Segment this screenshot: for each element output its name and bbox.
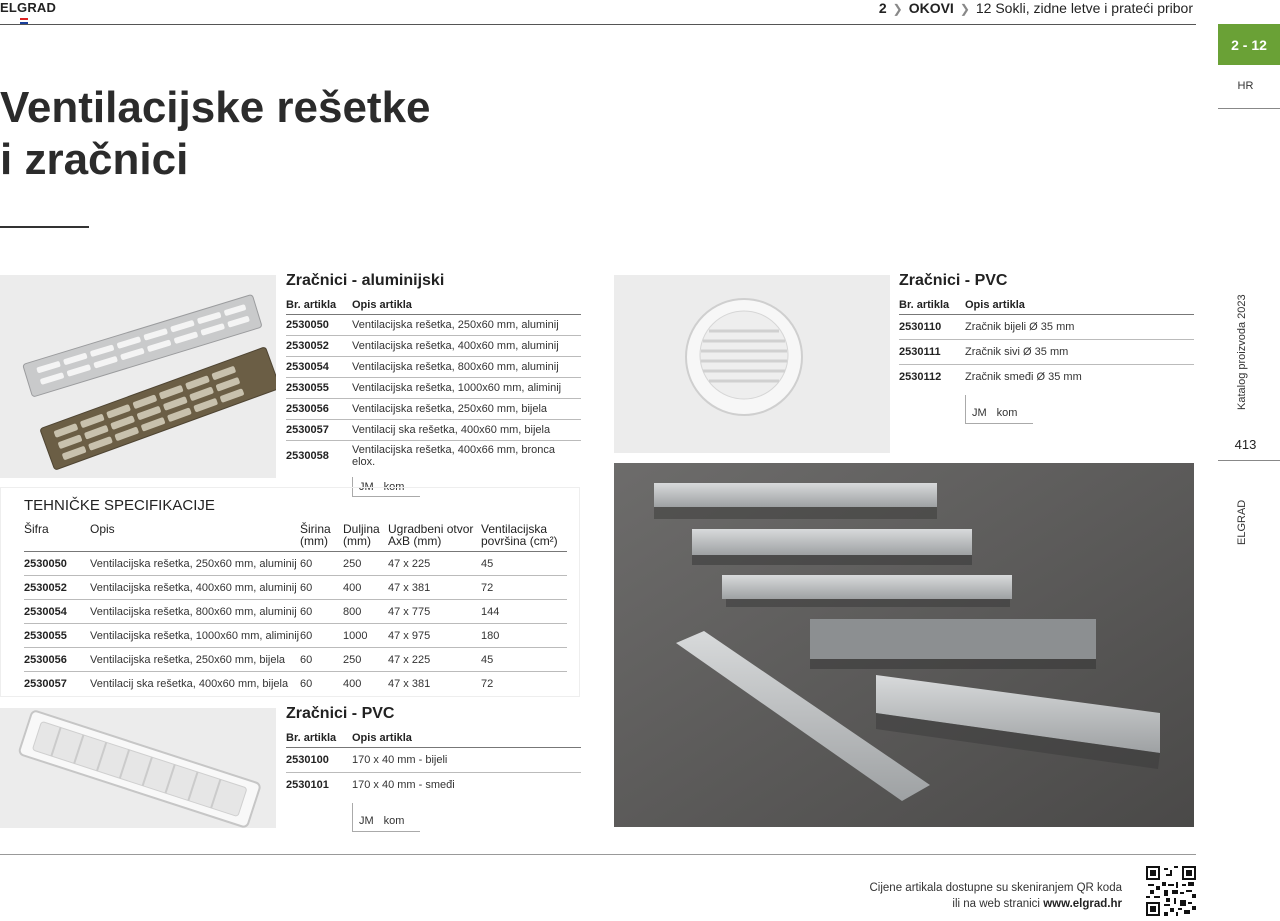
page-title-line2: i zračnici: [0, 135, 189, 184]
section-heading: Zračnici - PVC: [899, 272, 1008, 289]
spec-length: 400: [343, 677, 362, 690]
table-header-row: [24, 521, 567, 552]
table-row: [24, 648, 567, 672]
spec-code: 2530056: [24, 648, 90, 672]
article-code: 2530057: [286, 420, 352, 441]
chevron-right-icon: ❯: [959, 2, 970, 16]
breadcrumb-sub: Sokli, zidne letve i prateći pribor: [995, 0, 1193, 16]
unit-value: kom: [383, 815, 405, 827]
tech-spec-table: [24, 521, 567, 695]
spec-width: 60: [300, 648, 343, 672]
table-row: [899, 315, 1194, 340]
spec-width: 60: [300, 624, 343, 648]
aluminium-grilles-image: [0, 275, 276, 478]
tech-spec-table-wrapper: [24, 521, 569, 695]
table-row: [286, 315, 581, 336]
table-header-row: [286, 296, 581, 315]
spec-area: 45: [481, 648, 567, 672]
spec-length: 800: [343, 600, 388, 624]
pvc-grille-vents-section: [286, 705, 581, 832]
spec-code: 2530055: [24, 624, 90, 648]
article-code: 2530058: [286, 450, 329, 462]
unit-box-wrapper: [899, 389, 1194, 424]
footer-divider: [0, 854, 1196, 855]
spec-code: 2530054: [24, 600, 90, 624]
spec-description: Ventilacijska rešetka, 250x60 mm, aluminij: [90, 552, 300, 576]
tech-spec-title: TEHNIČKE SPECIFIKACIJE: [24, 497, 215, 514]
article-description: Ventilacijska rešetka, 400x66 mm, bronca elox.: [352, 444, 555, 468]
column-header-description: Opis: [90, 521, 300, 552]
article-description: Ventilacijska rešetka, 1000x60 mm, aliminij: [352, 378, 581, 399]
chapter-tab: 2 - 12: [1218, 24, 1280, 65]
spec-description: Ventilacijska rešetka, 250x60 mm, bijela: [90, 648, 300, 672]
article-code: 2530055: [286, 378, 352, 399]
breadcrumb: [879, 0, 1193, 16]
aluminium-vents-section: [286, 272, 581, 497]
pvc-round-vents-table: [899, 296, 1194, 389]
spec-length: 250: [343, 552, 388, 576]
spec-description: Ventilacij ska rešetka, 400x60 mm, bijela: [90, 677, 289, 690]
catalog-label: Katalog proizvoda 2023: [1236, 294, 1248, 410]
brand-logo: ELGRAD: [0, 0, 57, 15]
title-underline: [0, 226, 89, 228]
spec-area: 144: [481, 600, 567, 624]
table-row: [286, 441, 581, 472]
table-row: [24, 600, 567, 624]
spec-opening: 47 x 225: [388, 552, 481, 576]
spec-description: Ventilacijska rešetka, 400x60 mm, aluminij: [90, 576, 300, 600]
unit-label: JM: [359, 481, 374, 493]
article-description: Ventilacijska rešetka, 400x60 mm, aluminij: [352, 336, 581, 357]
article-description: 170 x 40 mm - smeđi: [352, 779, 455, 791]
unit-box-wrapper: [286, 797, 581, 832]
spec-width: 60: [300, 576, 343, 600]
spec-length: 400: [343, 576, 388, 600]
spec-opening: 47 x 225: [388, 648, 481, 672]
column-header-area: Ventilacijska površina (cm²): [481, 521, 567, 552]
column-header-code: Br. artikla: [899, 296, 965, 315]
side-divider: [1218, 108, 1280, 109]
chevron-right-icon: ❯: [892, 2, 903, 16]
breadcrumb-sub-number: 12: [975, 0, 992, 16]
table-row: [24, 624, 567, 648]
side-brand: ELGRAD: [1236, 499, 1248, 545]
pvc-grille-vents-table: [286, 729, 581, 797]
table-row: [24, 552, 567, 576]
article-code: 2530101: [286, 779, 329, 791]
table-row: [286, 420, 581, 441]
pvc-grille-image: [0, 708, 276, 828]
website-link[interactable]: www.elgrad.hr: [1043, 898, 1122, 910]
table-header-row: [286, 729, 581, 748]
spec-code: 2530050: [24, 552, 90, 576]
article-code: 2530054: [286, 357, 352, 378]
article-description: 170 x 40 mm - bijeli: [352, 748, 581, 773]
column-header-description: Opis artikla: [352, 729, 581, 748]
article-code: 2530056: [286, 399, 352, 420]
side-divider: [1218, 460, 1280, 461]
article-code: 2530110: [899, 315, 965, 340]
article-description: Zračnik sivi Ø 35 mm: [965, 340, 1194, 365]
table-row: [286, 748, 581, 773]
aluminium-profiles-photo: [614, 463, 1194, 827]
article-code: 2530050: [286, 315, 352, 336]
column-header-code: Br. artikla: [286, 296, 352, 315]
spec-code: 2530052: [24, 576, 90, 600]
unit-box: [352, 803, 420, 832]
column-header-opening: Ugradbeni otvor AxB (mm): [388, 521, 481, 552]
table-row: [286, 336, 581, 357]
spec-area: 180: [481, 624, 567, 648]
column-header-code: Br. artikla: [286, 729, 352, 748]
footer-note: [870, 880, 1123, 912]
aluminium-vents-table: [286, 296, 581, 471]
page-number: 413: [1234, 437, 1257, 452]
page-title: [0, 82, 431, 186]
section-heading: Zračnici - PVC: [286, 705, 395, 722]
round-pvc-vent-image: [614, 275, 890, 453]
page-title-line1: Ventilacijske rešetke: [0, 83, 431, 132]
breadcrumb-chapter-number: 2: [878, 0, 887, 16]
column-header-code: Šifra: [24, 521, 90, 552]
table-header-row: [899, 296, 1194, 315]
spec-description: Ventilacijska rešetka, 1000x60 mm, aliminij: [90, 624, 300, 648]
spec-area: 72: [481, 677, 494, 690]
table-row: [286, 378, 581, 399]
table-row: [286, 773, 581, 798]
table-row: [286, 399, 581, 420]
spec-area: 72: [481, 576, 567, 600]
footer-line2-text: ili na web stranici: [952, 898, 1040, 910]
article-code: 2530052: [286, 336, 352, 357]
qr-code-icon[interactable]: [1146, 866, 1196, 916]
unit-value: kom: [383, 481, 405, 493]
footer-line1: Cijene artikala dostupne su skeniranjem QR koda: [869, 882, 1122, 894]
pvc-round-vents-section: [899, 272, 1194, 424]
column-header-description: Opis artikla: [965, 296, 1194, 315]
spec-code: 2530057: [24, 677, 67, 690]
spec-opening: 47 x 381: [388, 677, 431, 690]
spec-area: 45: [481, 552, 567, 576]
article-code: 2530111: [899, 340, 965, 365]
breadcrumb-chapter: OKOVI: [908, 0, 954, 16]
article-description: Zračnik smeđi Ø 35 mm: [965, 371, 1082, 383]
unit-label: JM: [359, 815, 374, 827]
spec-description: Ventilacijska rešetka, 800x60 mm, aluminij: [90, 600, 300, 624]
column-header-width: Širina (mm): [300, 521, 343, 552]
unit-box: [965, 395, 1033, 424]
spec-width: 60: [300, 677, 313, 690]
section-heading: Zračnici - aluminijski: [286, 272, 445, 289]
table-row: [24, 576, 567, 600]
article-code: 2530100: [286, 748, 352, 773]
article-description: Ventilacijska rešetka, 800x60 mm, aluminij: [352, 357, 581, 378]
spec-opening: 47 x 381: [388, 576, 481, 600]
article-description: Zračnik bijeli Ø 35 mm: [965, 315, 1194, 340]
table-row: [24, 672, 567, 696]
spec-width: 60: [300, 600, 343, 624]
spec-opening: 47 x 775: [388, 600, 481, 624]
article-description: Ventilacijska rešetka, 250x60 mm, aluminij: [352, 315, 581, 336]
table-row: [286, 357, 581, 378]
article-description: Ventilacijska rešetka, 250x60 mm, bijela: [352, 399, 581, 420]
article-description: Ventilacij ska rešetka, 400x60 mm, bijela: [352, 420, 581, 441]
column-header-description: Opis artikla: [352, 296, 581, 315]
table-row: [899, 365, 1194, 390]
spec-width: 60: [300, 552, 343, 576]
column-header-length: Duljina (mm): [343, 521, 388, 552]
unit-label: JM: [972, 407, 987, 419]
spec-length: 1000: [343, 624, 388, 648]
footer-line2: [870, 896, 1123, 912]
language-label: HR: [1237, 80, 1254, 92]
table-row: [899, 340, 1194, 365]
spec-length: 250: [343, 648, 388, 672]
spec-opening: 47 x 975: [388, 624, 481, 648]
header-divider: [0, 24, 1196, 25]
unit-value: kom: [996, 407, 1018, 419]
article-code: 2530112: [899, 371, 942, 383]
